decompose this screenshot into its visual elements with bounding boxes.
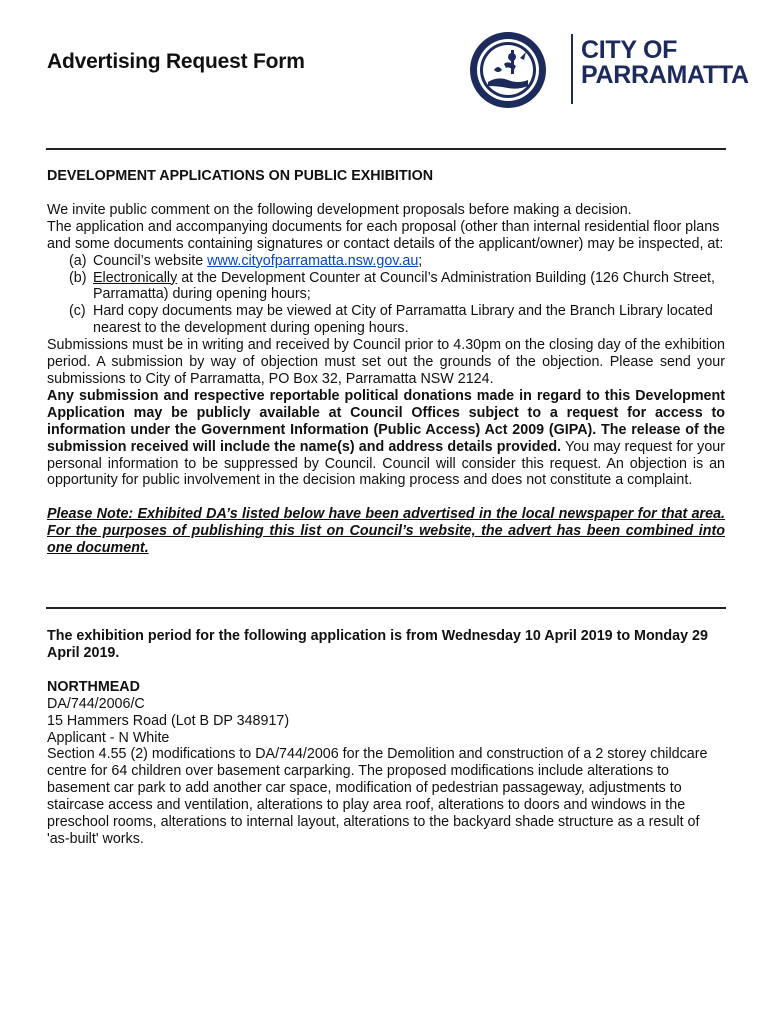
da-number: DA/744/2006/C	[47, 695, 145, 712]
inspection-locations-list	[47, 253, 725, 338]
application-description: Section 4.55 (2) modifications to DA/744/2006 for the Demolition and construction of a 2 storey childcare centre for 64 children over basement carparking. The proposed modifications include alterations to basement car park to add another car space, modification of pedestrian passageway, adjustments to staircase access and ventilation, alterations to play area roof, alterations to doors and windows in the preschool rooms, alterations to internal layout, alterations to the backyard shade structure as a result of 'as-built' works.	[47, 746, 708, 847]
council-website-link[interactable]: www.cityofparramatta.nsw.gov.au	[207, 252, 419, 269]
submissions-paragraph: Submissions must be in writing and received by Council prior to 4.30pm on the closing day of the exhibition period. A submission by way of objection must set out the grounds of the objection. Please send your submissions to City of Parramatta, PO Box 32, Parramatta NSW 2124.	[47, 337, 725, 387]
page-title: Advertising Request Form	[47, 50, 305, 73]
exhibition-period: The exhibition period for the following application is from Wednesday 10 April 2019 to Monday 29 April 2019.	[47, 628, 708, 661]
intro-paragraph: We invite public comment on the following development proposals before making a decision.	[47, 201, 632, 218]
middle-divider	[46, 607, 726, 609]
gipa-bold-text: Any submission and respective reportable political donations made in regard to this Development Application may be publicly available at Council Offices subject to a request for access to information under the Government Information (Public Access) Act 2009 (GIPA). The release of the submission received will include the name(s) and address details provided.	[47, 387, 725, 455]
city-of-parramatta-logo	[468, 30, 758, 110]
logo-wordmark	[581, 38, 749, 88]
logo-line-2: PARRAMATTA	[581, 61, 749, 89]
application-listing	[47, 628, 725, 848]
property-address: 15 Hammers Road (Lot B DP 348917)	[47, 712, 290, 729]
logo-divider	[571, 34, 573, 104]
gipa-paragraph	[47, 388, 725, 489]
exhibition-notice	[47, 168, 725, 557]
list-item: (c) Hard copy documents may be viewed at City of Parramatta Library and the Branch Library located nearest to the development during opening hours.	[69, 303, 713, 337]
logo-line-1: CITY OF	[581, 36, 678, 64]
suburb-heading: NORTHMEAD	[47, 678, 140, 695]
section-heading: DEVELOPMENT APPLICATIONS ON PUBLIC EXHIBITION	[47, 168, 434, 184]
list-item: (a) Council’s website www.cityofparramatta.nsw.gov.au;	[69, 252, 423, 269]
gipa-normal-text: You may request for your personal information to be suppressed by Council. Council will consider this request. An objection is an opportunity for public involvement in the decision making process and does not constitute a complaint.	[47, 438, 725, 489]
top-divider	[46, 148, 726, 150]
please-note: Please Note: Exhibited DA’s listed below have been advertised in the local newspaper for that area. For the purposes of publishing this list on Council’s website, the advert has been combined into one document.	[47, 506, 725, 557]
inspection-paragraph: The application and accompanying documents for each proposal (other than internal residential floor plans and some documents containing signatures or contact details of the applicant/owner) may be inspected, at:	[47, 218, 724, 252]
list-item: (b) Electronically at the Development Counter at Council’s Administration Building (126 Church Street, Parramatta) during opening hours;	[69, 269, 715, 303]
applicant: Applicant - N White	[47, 729, 170, 746]
council-seal-icon	[468, 30, 548, 110]
